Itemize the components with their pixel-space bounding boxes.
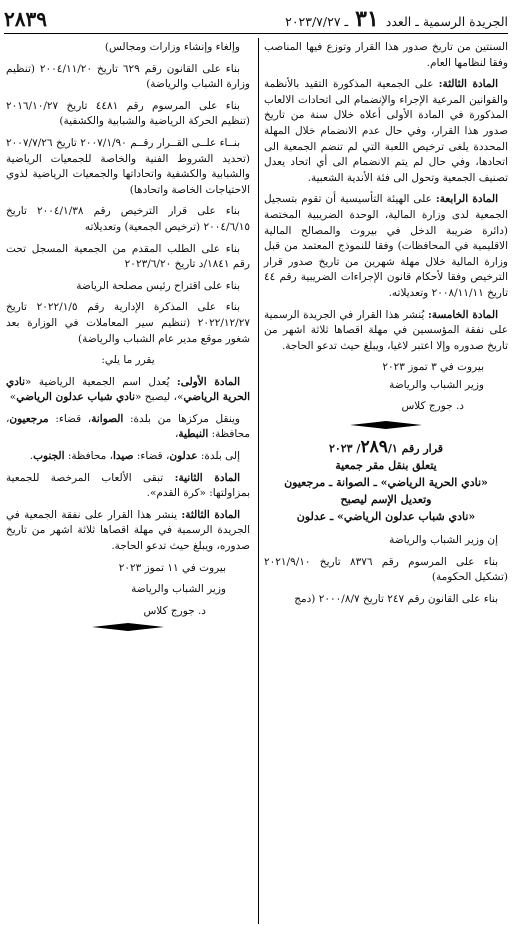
- separator-shape: [128, 623, 164, 631]
- article-text: »، ليصبح «: [135, 391, 184, 404]
- article-text: تبقى الألعاب المرخصة للجمعية بمزاولتها: «كرة القدم».: [6, 471, 250, 500]
- decision-number-line: [264, 439, 508, 457]
- text-run: ، قضاء:: [133, 450, 170, 463]
- issue-number: ٣١: [355, 6, 379, 32]
- separator-shape: [386, 421, 422, 429]
- article-5: [264, 308, 508, 355]
- decision-number: ٢٨٩: [360, 437, 388, 458]
- page-header: [4, 6, 508, 32]
- signature-role: وزير الشباب والرياضة: [389, 378, 484, 391]
- article-text: »: [9, 391, 17, 404]
- article-label: المادة الثالثة:: [438, 78, 499, 91]
- relocation-from: [6, 412, 250, 443]
- issue-date: ـ ٢٠٢٣/٧/٢٧: [285, 14, 349, 29]
- header-rule: [4, 33, 508, 34]
- separator-shape: [350, 421, 386, 429]
- text-run: ، قضاء:: [48, 412, 92, 425]
- text-run: إلى بلدة:: [197, 450, 240, 463]
- left-column: [6, 40, 250, 641]
- article-label: المادة الرابعة:: [435, 193, 498, 206]
- to-district: صيدا: [112, 450, 134, 463]
- decides-line: يقرر ما يلي:: [101, 354, 155, 367]
- paragraph: بناء على القانون رقم ٢٤٧ تاريخ ٢٠٠٠/٨/٧ (دمج: [294, 592, 498, 605]
- paragraph: السنتين من تاريخ صدور هذا القرار وتوزع فيها المناصب وفقا لنظامها العام.: [264, 41, 508, 69]
- article-3-left: [6, 508, 250, 555]
- article-1: [6, 375, 250, 406]
- article-text: يُنشر هذا القرار في الجريدة الرسمية على نفقة المؤسسين في مهلة اقصاها ثلاثة اشهر من تاريخ صدوره وإلا اعتبر لاغيا، ويبلغ حيث تدعو الحاجة.: [264, 308, 508, 352]
- decision-title-line: «نادي الحرية الرياضي» ـ الصوانة ـ مرجعيون: [284, 476, 488, 490]
- signature-name: د. جورج كلاس: [143, 604, 206, 617]
- separator-shape: [92, 623, 128, 631]
- article-4: [264, 192, 508, 301]
- article-label: المادة الثالثة:: [181, 508, 240, 521]
- decision-title-line: «نادي شباب عدلون الرياضي» ـ عدلون: [296, 510, 476, 524]
- text-run: ،: [174, 428, 179, 441]
- new-club-name: نادي شباب عدلون الرياضي: [16, 391, 136, 404]
- decision-heading: [264, 439, 508, 525]
- article-2: [6, 471, 250, 502]
- relocation-to: [6, 449, 250, 465]
- section-separator: [264, 421, 508, 429]
- header-title: [285, 6, 508, 32]
- article-text: على الهيئة التأسيسية أن تقوم بتسجيل الجمعية لدى وزارة المالية، الوحدة الضريبية المختصة (دائرة ضريبة الدخل في بيروت والمصالح المالية الاقليمية في المحافظات) وفقا للنموذج المعتمد من قبل وزارة المالية خلال مهلة شهرين من تاريخ صدور قرار الترخيص وفقا لأحكام قانون الإجراءات الضريبية رقم ٤٤ تاريخ ٢٠٠٨/١١/١١ وتعديلاته.: [264, 193, 508, 299]
- article-3: [264, 77, 508, 186]
- paragraph: إن وزير الشباب والرياضة: [389, 534, 498, 547]
- article-label: المادة الخامسة:: [427, 308, 498, 321]
- text-run: ، محافظة:: [64, 450, 113, 463]
- article-text: يُعدل اسم الجمعية الرياضية «: [25, 375, 177, 388]
- paragraph: وإلغاء وإنشاء وزارات ومجالس): [104, 41, 240, 53]
- paragraph: بناء على قرار الترخيص رقم ٢٠٠٤/١/٣٨ تاريخ ٢٠٠٤/٦/١٥ (ترخيص الجمعية) وتعديلاته: [6, 205, 250, 233]
- article-text: ينشر هذا القرار على نفقة الجمعية في الجريدة الرسمية في مهلة اقصاها ثلاثة اشهر من تاريخ صدوره، ويبلغ حيث تدعو الحاجة.: [6, 508, 250, 553]
- paragraph: بناء على المرسوم رقم ٤٤٨١ تاريخ ٢٠١٦/١٠/٢٧ (تنظيم الحركة الرياضية والشبابية والكشفية): [6, 99, 250, 128]
- decision-title-line: يتعلق بنقل مقر جمعية: [335, 459, 437, 473]
- from-governorate: النبطية: [178, 428, 209, 441]
- page-number: ٢٨٣٩: [4, 7, 47, 31]
- from-town: الصوانة: [91, 412, 124, 425]
- paragraph: بناء على المرسوم رقم ٨٣٧٦ تاريخ ٢٠٢١/٩/١٠ (تشكيل الحكومة): [264, 555, 508, 584]
- gazette-title: الجريدة الرسمية ـ العدد: [385, 14, 508, 29]
- right-column: [264, 40, 508, 613]
- article-label: المادة الأولى:: [176, 375, 240, 388]
- text-run: ، محافظة:: [6, 412, 250, 441]
- signature-place-date: بيروت في ١١ تموز ٢٠٢٣: [118, 561, 226, 574]
- column-divider: [258, 38, 259, 924]
- text-run: وينقل مركزها من بلدة:: [123, 412, 240, 425]
- old-club-name: نادي الحرية الرياضي: [6, 375, 250, 404]
- decision-title-line: وتعديل الإسم ليصبح: [340, 493, 432, 507]
- to-town: عدلون: [169, 450, 198, 463]
- signature-name: د. جورج كلاس: [401, 400, 464, 413]
- to-governorate: الجنوب: [33, 450, 65, 463]
- paragraph: بنــاء علــى القــرار رقــم ٢٠٠٧/١/٩٠ تاريخ ٢٠٠٧/٧/٢٦ (تحديد الشروط الفنية والخاصة للجمعيات الرياضية والشبابية والكشفية واتحاداتها والجمعيات الرياضية لذوي الاحتياجات الخاصة واتحادها): [6, 136, 250, 196]
- article-text: على الجمعية المذكورة التقيد بالأنظمة والقوانين المرعية الإجراء والإنضمام الى اتحادات الالعاب المذكورة في المادة الأولى أعلاه خلال سنة من تاريخ صدور هذا القرار، وفي حال عدم الانضمام خلال المهلة المحددة يلغى ترخيص اللعبة التي لم تنضم الجمعية الى اتحادها، وفي حال لم يتم الانضمام الى أي اتحاد يعدل تصنيف الجمعية وتحول الى فئة الأندية الشعبية.: [264, 78, 508, 184]
- article-label: المادة الثانية:: [174, 471, 240, 484]
- paragraph: بناء على الطلب المقدم من الجمعية المسجل تحت رقم ١٨٤١/د تاريخ ٢٠٢٣/٦/٢٠: [6, 242, 250, 271]
- signature-place-date: بيروت في ٣ تموز ٢٠٢٣: [382, 361, 484, 374]
- text-run: .: [29, 450, 34, 463]
- decision-suffix: /١/ ٢٠٢٣: [328, 442, 398, 456]
- decision-prefix: قرار رقم: [401, 442, 444, 456]
- paragraph: بناء على المذكرة الإدارية رقم ٢٠٢٢/١/٥ تاريخ ٢٠٢٢/١٢/٢٧ (تنظيم سير المعاملات في الوزارة بعد شغور موقع مدير عام الشباب والرياضة): [6, 301, 250, 345]
- from-district: مرجعيون: [9, 412, 49, 425]
- paragraph: بناء على القانون رقم ٦٢٩ تاريخ ٢٠٠٤/١١/٢٠ (تنظيم وزارة الشباب والرياضة): [6, 62, 250, 91]
- signature-role: وزير الشباب والرياضة: [131, 583, 226, 596]
- paragraph: بناء على اقتراح رئيس مصلحة الرياضة: [76, 279, 240, 292]
- section-separator: [6, 623, 250, 631]
